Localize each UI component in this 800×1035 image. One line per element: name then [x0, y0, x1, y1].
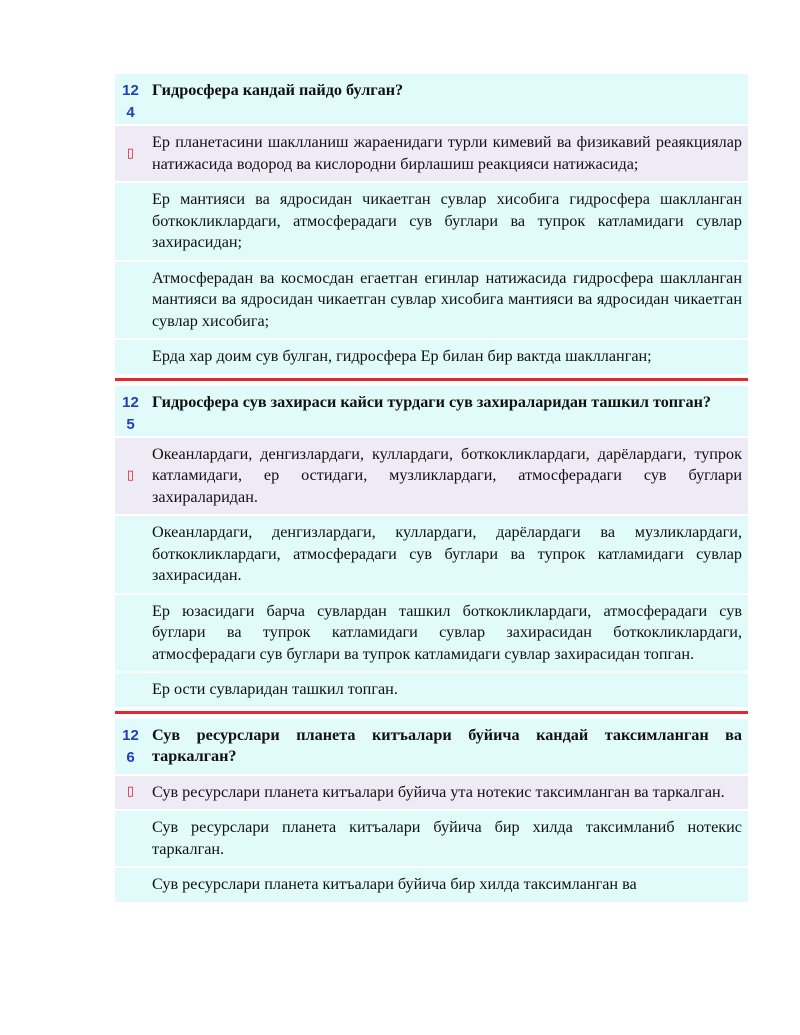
question-block [115, 386, 748, 707]
question-block [115, 719, 748, 902]
answer-text: Ер мантияси ва ядросидан чикаетган сувлар хисобига гидросфера шаклланган боткокликлардаги, атмосферадаги сув буглари ва тупрок катламидаги сувлар захирасидан; [146, 183, 748, 260]
answer-text: Сув ресурслари планета китъалари буйича ута нотекис таксимланган ва таркалган. [146, 776, 748, 810]
answer-text: Сув ресурслари планета китъалари буйича бир хилда таксимланган ва [146, 868, 748, 902]
answer-text: Ер планетасини шаклланиш жараенидаги турли кимевий ва физикавий реаякциялар натижасида водород ва кислородни бирлашиш реакцияси натижасида; [146, 126, 748, 181]
answer-option [115, 438, 748, 515]
answer-option [115, 126, 748, 181]
question-block [115, 74, 748, 374]
answer-text: Сув ресурслари планета китъалари буйича бир хилда таксимланиб нотекис таркалган. [146, 811, 748, 866]
answer-option [115, 516, 748, 593]
question-number: 124 [115, 74, 146, 124]
question-text: Сув ресурслари планета китъалари буйича кандай таксимланган ва таркалган? [146, 719, 748, 774]
answer-text: Ер юзасидаги барча сувлардан ташкил боткокликлардаги, атмосферадаги сув буглари ва тупрок катламидаги сувлар захирасидан боткокликлардаги, атмосферадаги сув буглари ва тупрок катламидаги сувлар захирасидан топган. [146, 595, 748, 672]
answer-text: Океанлардаги, денгизлардаги, куллардаги, дарёлардаги ва музликлардаги, боткокликлардаги, атмосферадаги сув буглари ва тупрок катламидаги сувлар захирасидан. [146, 516, 748, 593]
test-page [115, 74, 748, 904]
question-number: 126 [115, 719, 146, 774]
answer-option [115, 776, 748, 810]
answer-option [115, 595, 748, 672]
answer-text: Океанлардаги, денгизлардаги, куллардаги, боткокликлардаги, дарёлардаги, тупрок катламидаги, ер остидаги, музликлардаги, атмосферадаги сув буглари захираларидан. [146, 438, 748, 515]
answer-option [115, 183, 748, 260]
question-text: Гидросфера кандай пайдо булган? [146, 74, 748, 124]
answer-option [115, 811, 748, 866]
answer-option [115, 868, 748, 902]
correct-answer-marker-icon: ▯ [126, 467, 135, 483]
correct-answer-marker-icon: ▯ [126, 145, 135, 161]
question-text: Гидросфера сув захираси кайси турдаги сув захираларидан ташкил топган? [146, 386, 748, 436]
answer-text: Атмосферадан ва космосдан егаетган егинлар натижасида гидросфера шаклланган мантияси ва ядросидан чикаетган сувлар хисобига мантияси ва ядросидан чикаетган сувлар хисобига; [146, 262, 748, 339]
correct-answer-marker-icon: ▯ [126, 784, 135, 800]
answer-text: Ерда хар доим сув булган, гидросфера Ер билан бир вактда шаклланган; [146, 340, 748, 374]
question-row [115, 719, 748, 774]
question-row [115, 74, 748, 124]
answer-text: Ер ости сувларидан ташкил топган. [146, 673, 748, 707]
answer-option [115, 673, 748, 707]
section-divider [115, 711, 748, 714]
section-divider [115, 378, 748, 381]
question-number: 125 [115, 386, 146, 436]
answer-option [115, 262, 748, 339]
question-row [115, 386, 748, 436]
answer-option [115, 340, 748, 374]
